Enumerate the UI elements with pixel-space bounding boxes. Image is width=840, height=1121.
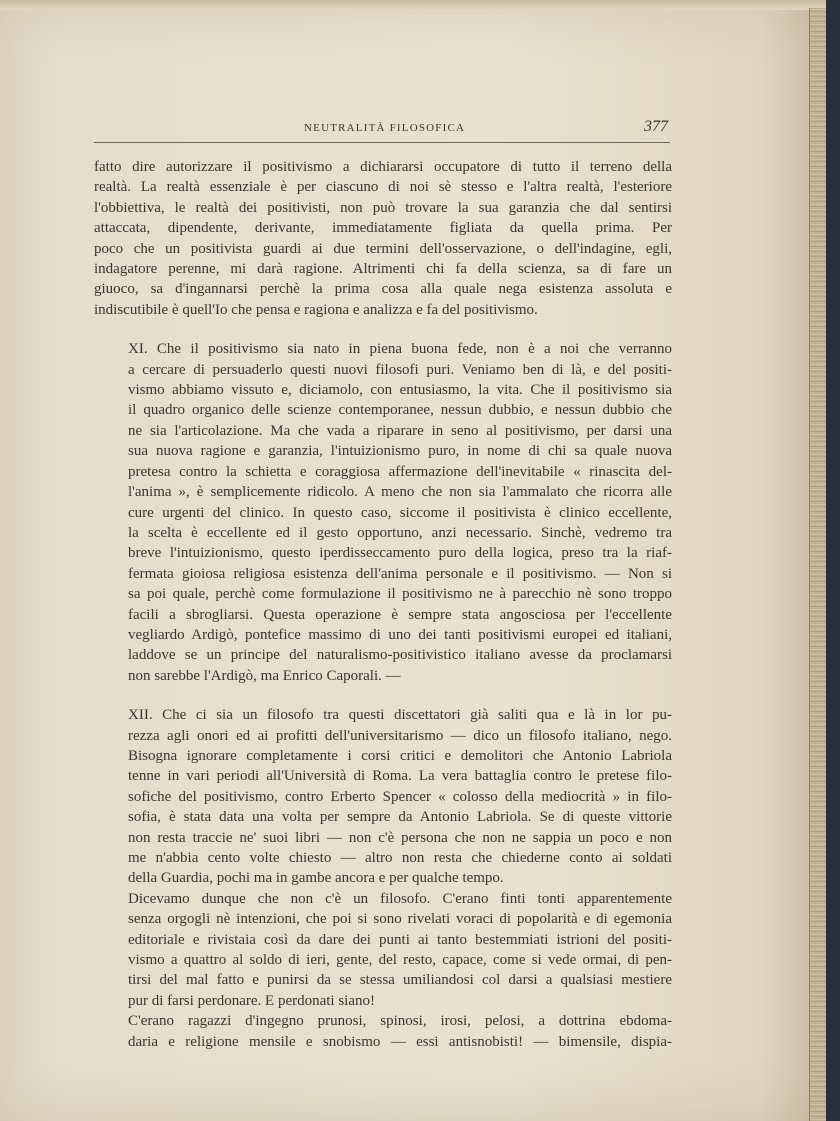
text-line: a cercare di persuaderlo questi nuovi filosofi puri. Veniamo ben di là, e del positi- — [128, 361, 672, 378]
text-line: indagatore perenne, mi darà ragione. Altrimenti chi fa della scienza, sa di fare un — [94, 261, 672, 278]
text-line: sofia, è stata data una volta per sempre da Antonio Labriola. Se di queste vittorie — [128, 809, 672, 826]
text-line: Bisogna ignorare completamente i corsi critici e demolitori che Antonio Labriola — [128, 747, 672, 764]
text-line: editoriale e rivistaia così da dare dei punti ai tanto bestemmiati istrioni del positi- — [128, 931, 672, 948]
text-line: giuoco, sa d'ingannarsi perchè la prima cosa alla quale nega esistenza assoluta e — [94, 281, 672, 298]
text-line: vismo abbiamo vissuto e, diciamolo, con entusiasmo, la vita. Che il positivismo sia — [128, 382, 672, 399]
text-line: vegliardo Ardigò, pontefice massimo di uno dei tanti positivismi europei ed italiani, — [128, 626, 672, 643]
text-line: indiscutibile è quell'Io che pensa e ragiona e analizza e fa del positivismo. — [94, 301, 538, 318]
text-line: XI. Che il positivismo sia nato in piena buona fede, non è a noi che verranno — [128, 341, 672, 358]
text-line: non sarebbe l'Ardigò, ma Enrico Caporali. — — [128, 667, 401, 684]
text-line: daria e religione mensile e snobismo — essi antisnobisti! — bimensile, dispia- — [128, 1033, 672, 1050]
text-line: sua nuova ragione e garanzia, l'intuizionismo puro, in nome di chi sa quale nuova — [128, 443, 672, 460]
text-line: tenne in vari periodi all'Università di Roma. La vera battaglia contro le pretese filo- — [128, 768, 672, 785]
page-top-edge — [0, 0, 826, 10]
text-line: breve l'intuizionismo, questo iperdisseccamento puro della logica, preso tra la riaf- — [128, 545, 672, 562]
page-stack-edge — [809, 8, 826, 1121]
text-line: facili a sbrogliarsi. Questa operazione è sempre stata angosciosa per l'eccellente — [128, 606, 672, 623]
body-text — [94, 157, 672, 1052]
text-line: attaccata, dipendente, derivante, immediatamente figliata da quella prima. Per — [94, 220, 672, 237]
paragraph-ragazzi — [94, 1011, 672, 1052]
paragraph-section-xii — [94, 705, 672, 889]
text-line: rezza agli onori ed ai profitti dell'universitarismo — dico un filosofo italiano, nego. — [128, 727, 672, 744]
text-line: fatto dire autorizzare il positivismo a dichiararsi occupatore di tutto il terreno della — [94, 159, 672, 175]
text-line: XII. Che ci sia un filosofo tra questi discettatori già saliti qua e là in lor pu- — [128, 707, 672, 724]
text-line: pur di farsi perdonare. E perdonati siano! — [128, 992, 375, 1009]
text-line: realtà. La realtà essenziale è per ciascuno di noi sè stesso e l'altra realtà, l'esteriore — [94, 179, 672, 196]
paragraph-dicevamo — [94, 889, 672, 1011]
text-line: pretesa contro la schietta e coraggiosa affermazione dell'inevitabile « rinascita del- — [128, 463, 672, 480]
text-line: sofiche del positivismo, contro Erberto Spencer « colosso della mediocrità » in filo- — [128, 788, 672, 805]
text-line: l'anima », è semplicemente ridicolo. A meno che non sia l'ammalato che ricorra alle — [128, 484, 672, 501]
text-line: cure urgenti del clinico. In questo caso, siccome il positivista è clinico eccellente, — [128, 504, 672, 521]
text-line: vismo a quattro al soldo di ieri, gente, del resto, capace, come si vede ormai, di pen- — [128, 952, 672, 969]
text-line: il quadro organico delle scienze contemporanee, nessun dubbio, e nessun dubbio che — [128, 402, 672, 419]
text-line: senza orgogli nè intenzioni, che poi si sono rivelati voraci di popolarità e di egemonia — [128, 911, 672, 928]
text-line: poco che un positivista guardi ai due termini dell'osservazione, o dell'indagine, egli, — [94, 240, 672, 257]
text-line: me n'abbia cento volte chiesto — altro non resta che chiederne conto ai soldati — [128, 850, 672, 866]
text-line: laddove se un principe del naturalismo-positivistico italiano avesse da proclamarsi — [128, 647, 672, 664]
text-line: Dicevamo dunque che non c'è un filosofo. C'erano finti tonti apparentemente — [128, 890, 672, 907]
text-line: l'obbiettiva, le realtà dei positivisti, non può trovare la sua garanzia che dal sentirsi — [94, 199, 672, 216]
paragraph-section-xi — [94, 339, 672, 686]
text-line: fermata gioiosa religiosa esistenza dell'anima personale e il positivismo. — Non si — [128, 565, 672, 582]
text-line: sa poi quale, perchè come formulazione il positivismo ne à parecchio nè sono troppo — [128, 586, 672, 603]
running-head — [94, 116, 670, 143]
text-line: C'erano ragazzi d'ingegno prunosi, spinosi, irosi, pelosi, a dottrina ebdoma- — [128, 1013, 672, 1030]
paragraph-continuation — [94, 157, 672, 320]
text-line: della Guardia, pochi ma in gambe ancora e per qualche tempo. — [128, 870, 504, 887]
text-line: tirsi del mal fatto e punirsi da se stessa umiliandosi col darsi a qualsiasi mestiere — [128, 972, 672, 989]
text-line: ne sia l'articolazione. Ma che vada a riparare in seno al positivismo, per darsi una — [128, 422, 672, 439]
page-number: 377 — [644, 118, 668, 135]
running-head-title: NEUTRALITÀ FILOSOFICA — [304, 122, 466, 134]
text-line: non resta traccie ne' suoi libri — non c'è persona che non ne sappia un poco e non — [128, 829, 672, 846]
text-line: la scelta è eccellente ed il gesto opportuno, anzi necessario. Sinchè, vedremo tra — [128, 524, 672, 541]
